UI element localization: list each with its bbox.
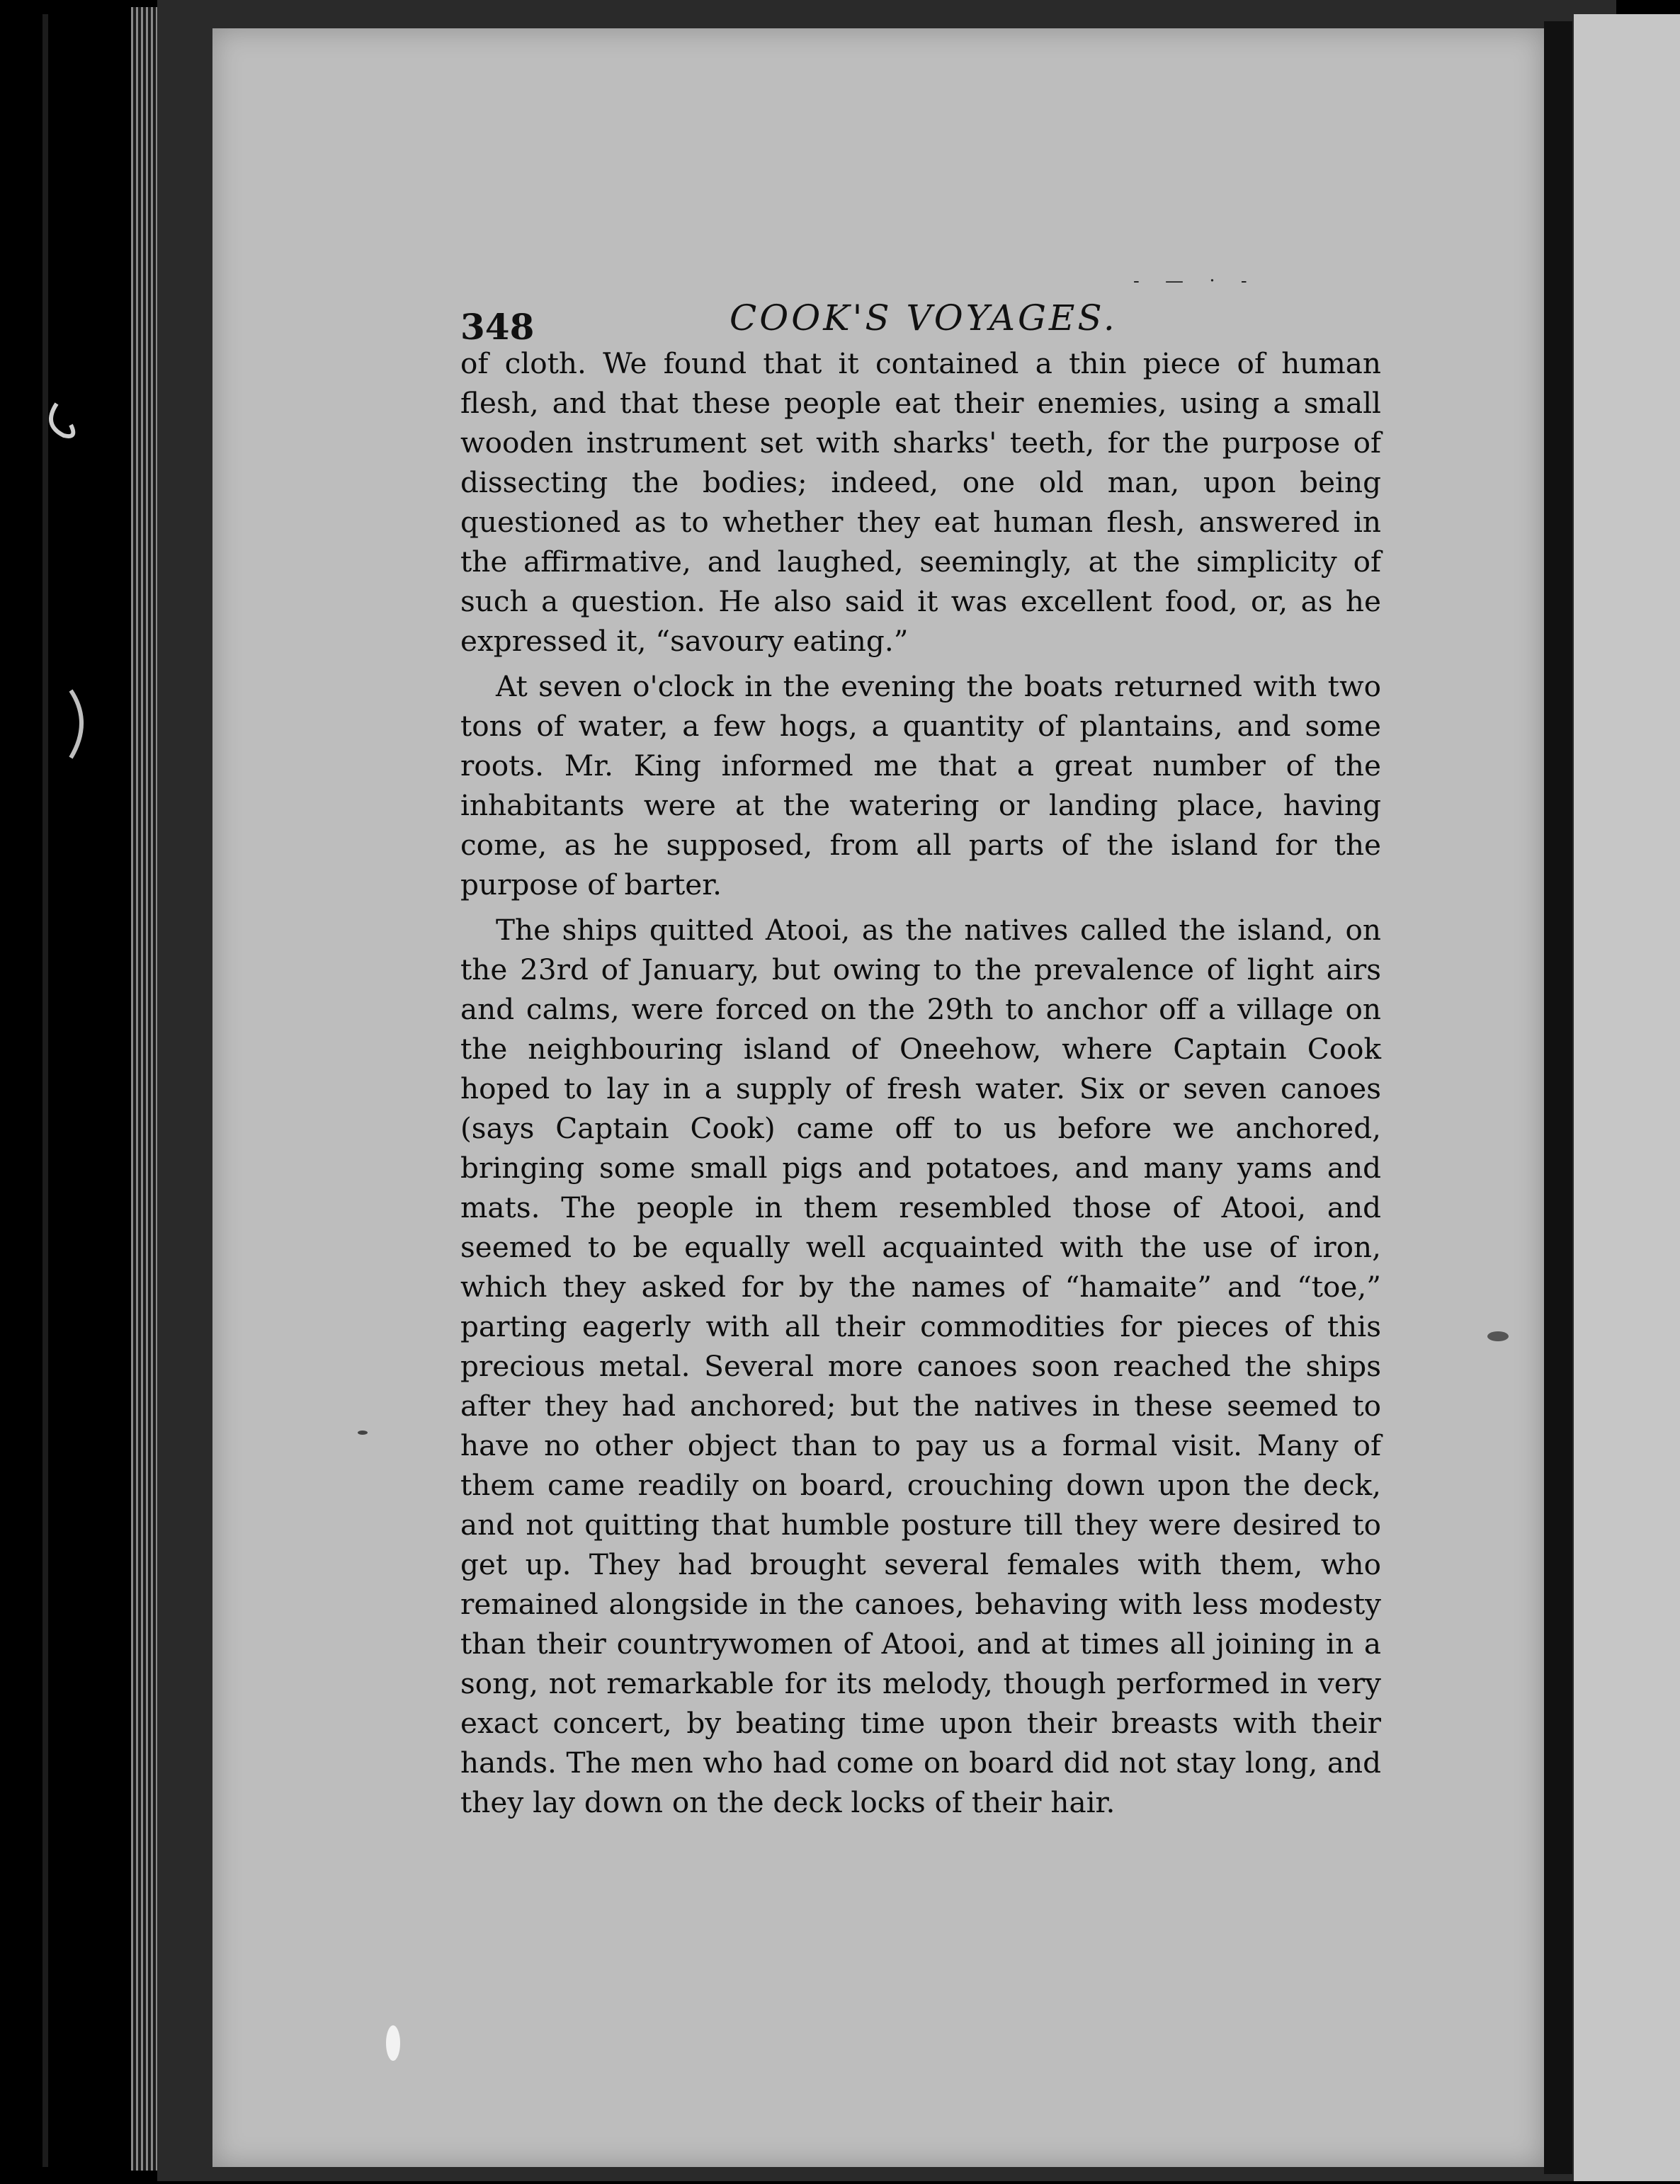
book-page-edges [131,7,159,2171]
running-head: COOK'S VOYAGES. [730,297,1118,339]
left-margin-marks [0,0,106,2181]
spine-shadow [1544,21,1572,2174]
page-number: 348 [460,306,535,348]
body-text [460,343,1381,1828]
scan-smudge [1487,1331,1509,1341]
scan-smudge [358,1431,368,1435]
paragraph: At seven o'clock in the evening the boats returned with two tons of water, a few hogs, a quantity of plantains, and some roots. Mr. King informed me that a great number of the inhabitants were at the watering or landing place, having come, as he supposed, from all parts of the island for the purpose of barter. [460,669,1381,902]
scan-artifact-marks [0,0,106,2181]
paragraph: of cloth. We found that it contained a thin piece of human flesh, and that these people eat their enemies, using a small wooden instrument set with sharks' teeth, for the purpose of dissecting the bodies; indeed, one old man, upon being questioned as to whether they eat human flesh, answered in the affirmative, and laughed, seemingly, at the simplicity of such a question. He also said it was excellent food, or, as he expressed it, “savoury eating.” [460,346,1381,658]
facing-page-edge [1574,14,1680,2181]
ink-dash-mark: - — · - [1133,271,1257,292]
paragraph: The ships quitted Atooi, as the natives called the island, on the 23rd of January, but owing to the prevalence of light airs and calms, were forced on the 29th to anchor off a village on the neighbouring island of Oneehow, where Captain Cook hoped to lay in a supply of fresh water. Six or seven canoes (says Captain Cook) came off to us before we anchored, bringing some small pigs and potatoes, and many yams and mats. The people in them resembled those of Atooi, and seemed to be equally well acquainted with the use of iron, which they asked for by the names of “hamaite” and “toe,” parting eagerly with all their commodities for pieces of this precious metal. Several more canoes soon reached the ships after they had anchored; but the natives in these seemed to have no other object than to pay us a formal visit. Many of them came readily on board, crouching down upon the deck, and not quitting that humble posture till they were desired to get up. They had brought several females with them, who remained alongside in the canoes, behaving with less modesty than their countrywomen of Atooi, and at times all joining in a song, not remarkable for its melody, though performed in very exact concert, by beating time upon their breasts with their hands. The men who had come on board did not stay long, and they lay down on the deck locks of their hair. [460,913,1381,1819]
scan-smudge [386,2025,400,2061]
